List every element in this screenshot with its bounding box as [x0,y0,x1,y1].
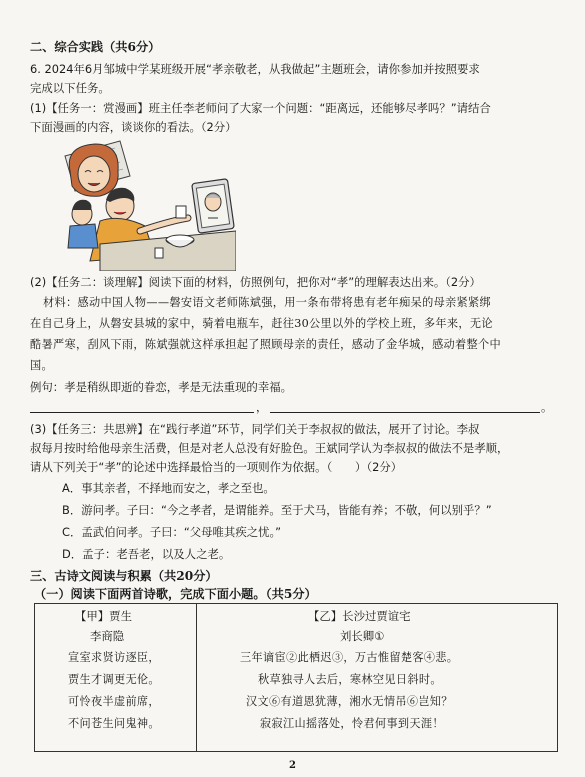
material-line2: 在自己身上，从磐安县城的家中，骑着电瓶车，赶往30公里以外的学校上班，多年来，无论 [30,317,493,330]
task1-line1: (1)【任务一：赏漫画】班主任李老师问了大家一个问题：“距离远，还能够尽孝吗？”请结合 [30,101,491,115]
material-line1: 材料：感动中国人物——磐安语文老师陈斌强，用一条布带将患有老年痴呆的母亲紧紧绑 [43,296,492,309]
page-number: 2 [289,760,296,771]
poem-a-author: 李商隐 [90,629,125,643]
cartoon-illustration [60,136,236,271]
answer-blank-1[interactable] [30,412,254,413]
option-a[interactable]: A．事其亲者，不择地而安之，孝之至也。 [62,481,275,495]
question6-line1: 6. 2024年6月邹城中学某班级开展“孝亲敬老，从我做起”主题班会，请你参加并按照要求 [30,62,480,76]
section3-sub1: （一）阅读下面两首诗歌，完成下面小题。（共5分） [34,587,317,601]
option-b[interactable]: B．游问孝。子曰：“今之孝者，是谓能养。至于犬马，皆能有养；不敬，何以别乎？” [62,503,492,517]
poem-b-line: 秋草独寻人去后，寒林空见日斜时。 [258,673,442,686]
material-line3: 酷暑严寒，刮风下雨，陈斌强就这样承担起了照顾母亲的责任，感动了金华城，感动着整个中 [30,338,501,351]
question6-line2: 完成以下任务。 [30,81,110,95]
answer-blank-2[interactable] [270,412,540,413]
poem-a-title: 【甲】贾生 [75,609,132,623]
poem-a-line: 不问苍生问鬼神。 [68,717,160,730]
blank-separator: ， [256,400,268,414]
poem-b-line: 汉文⑥有道恩犹薄，湘水无情吊⑥岂知？ [246,695,453,708]
task3-line3: 请从下列关于“孝”的论述中选择最恰当的一项则作为依据。（ ）（2分） [30,460,403,474]
task2-line1: (2)【任务二：谈理解】阅读下面的材料，仿照例句，把你对“孝”的理解表达出来。（2分） [30,275,481,289]
task1-line2: 下面漫画的内容，谈谈你的看法。（2分） [30,120,237,134]
poem-a-line: 宣室求贤访逐臣， [68,651,160,664]
poem-b-line: 三年谪宦②此栖迟③，万古惟留楚客④悲。 [240,651,459,664]
poem-a-line: 贾生才调更无伦。 [68,673,160,686]
example-sentence: 例句：孝是稍纵即逝的眷恋，孝是无法重现的幸福。 [30,380,292,394]
material-line4: 国。 [30,359,53,372]
blank-end: 。 [541,400,553,414]
poem-a-line: 可怜夜半虚前席， [68,695,160,708]
section3-heading: 三、古诗文阅读与积累（共20分） [30,569,218,583]
poems-divider [196,603,197,751]
poem-b-author: 刘长卿① [340,629,385,643]
section2-heading: 二、综合实践（共6分） [30,40,161,54]
poem-b-title: 【乙】长沙过贾谊宅 [308,609,411,623]
poem-b-line: 寂寂江山摇落处，怜君何事到天涯！ [260,717,444,730]
option-d[interactable]: D．孟子：老吾老，以及人之老。 [62,547,231,561]
option-c[interactable]: C．孟武伯问孝。子曰：“父母唯其疾之忧。” [62,525,282,539]
task3-line2: 叔每月按时给他母亲生活费，但是对老人总没有好脸色。王斌同学认为李叔叔的做法不是孝顺， [30,441,509,455]
task3-line1: (3)【任务三：共思辨】在“践行孝道”环节，同学们关于李叔叔的做法，展开了讨论。李叔 [30,422,480,436]
